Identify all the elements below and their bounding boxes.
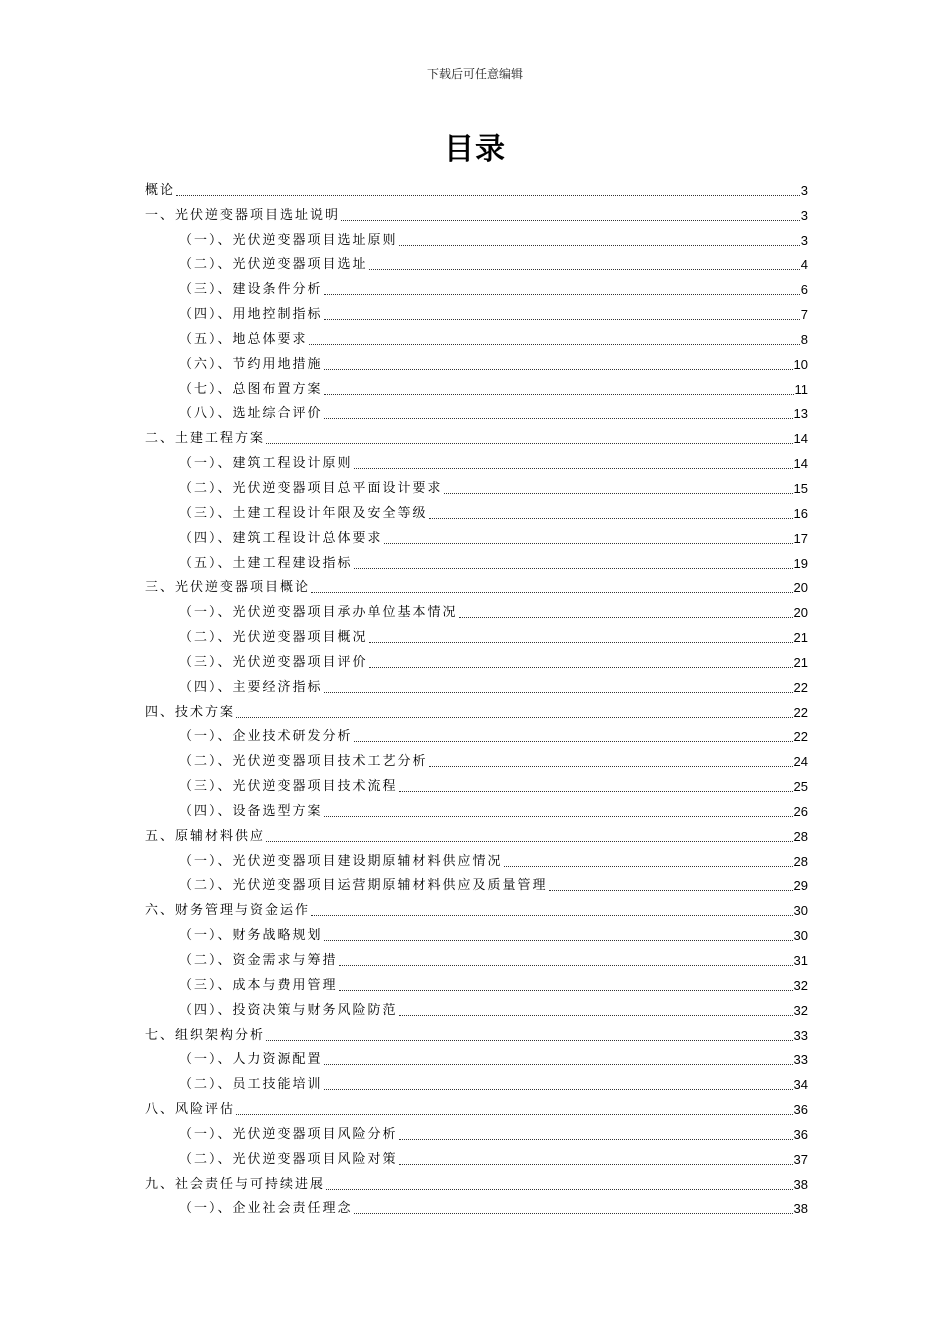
toc-entry-label: （五）、地总体要求 — [179, 331, 308, 347]
toc-entry-page-number: 14 — [793, 456, 808, 472]
toc-entry-page-number: 10 — [793, 356, 808, 372]
toc-entry[interactable] — [145, 597, 808, 622]
toc-entry-page-number: 20 — [793, 605, 808, 621]
toc-entry-label: （二）、光伏逆变器项目运营期原辅材料供应及质量管理 — [179, 878, 548, 894]
toc-entry-label: （三）、土建工程设计年限及安全等级 — [179, 505, 428, 521]
toc-entry[interactable] — [145, 573, 808, 598]
toc-dot-leader — [341, 220, 800, 221]
toc-entry-page-number: 34 — [793, 1077, 808, 1093]
toc-entry-page-number: 3 — [800, 232, 808, 248]
toc-dot-leader — [236, 717, 793, 718]
toc-dot-leader — [354, 1213, 793, 1214]
toc-entry-page-number: 6 — [800, 282, 808, 298]
toc-entry[interactable] — [145, 945, 808, 970]
toc-entry-page-number: 22 — [793, 729, 808, 745]
toc-entry[interactable] — [145, 548, 808, 573]
toc-dot-leader — [399, 1164, 793, 1165]
toc-entry[interactable] — [145, 1020, 808, 1045]
toc-entry-page-number: 29 — [793, 878, 808, 894]
toc-dot-leader — [324, 940, 793, 941]
toc-entry-page-number: 33 — [793, 1027, 808, 1043]
toc-entry-page-number: 4 — [800, 257, 808, 273]
toc-dot-leader — [324, 816, 793, 817]
toc-entry-page-number: 25 — [793, 779, 808, 795]
toc-dot-leader — [266, 443, 793, 444]
toc-entry[interactable] — [145, 796, 808, 821]
toc-entry-page-number: 32 — [793, 977, 808, 993]
toc-entry-page-number: 36 — [793, 1126, 808, 1142]
toc-entry[interactable] — [145, 895, 808, 920]
toc-dot-leader — [266, 841, 793, 842]
toc-entry[interactable] — [145, 995, 808, 1020]
toc-entry[interactable] — [145, 821, 808, 846]
toc-entry[interactable] — [145, 920, 808, 945]
toc-entry[interactable] — [145, 622, 808, 647]
toc-entry-label: 六、财务管理与资金运作 — [145, 903, 311, 919]
toc-entry-label: （七）、总图布置方案 — [179, 381, 323, 397]
toc-dot-leader — [384, 543, 793, 544]
toc-entry[interactable] — [145, 200, 808, 225]
toc-entry-page-number: 28 — [793, 828, 808, 844]
toc-entry[interactable] — [145, 423, 808, 448]
toc-entry-page-number: 26 — [793, 803, 808, 819]
toc-entry-label: 八、风险评估 — [145, 1102, 236, 1118]
toc-entry[interactable] — [145, 771, 808, 796]
toc-entry-page-number: 16 — [793, 505, 808, 521]
toc-entry-label: （一）、光伏逆变器项目建设期原辅材料供应情况 — [179, 853, 503, 869]
toc-entry[interactable] — [145, 498, 808, 523]
toc-dot-leader — [324, 692, 793, 693]
toc-entry[interactable] — [145, 722, 808, 747]
toc-dot-leader — [354, 568, 793, 569]
toc-entry[interactable] — [145, 1069, 808, 1094]
toc-entry[interactable] — [145, 1045, 808, 1070]
toc-entry-label: 七、组织架构分析 — [145, 1027, 266, 1043]
toc-entry-label: 二、土建工程方案 — [145, 431, 266, 447]
toc-dot-leader — [236, 1114, 793, 1115]
toc-entry-label: 四、技术方案 — [145, 704, 236, 720]
toc-entry-page-number: 11 — [794, 381, 808, 397]
toc-entry-page-number: 21 — [793, 654, 808, 670]
toc-dot-leader — [459, 617, 793, 618]
toc-entry-label: （三）、光伏逆变器项目评价 — [179, 654, 368, 670]
toc-dot-leader — [324, 369, 793, 370]
toc-dot-leader — [324, 1064, 793, 1065]
toc-entry-page-number: 28 — [793, 853, 808, 869]
toc-entry-label: （二）、资金需求与筹措 — [179, 953, 338, 968]
toc-dot-leader — [399, 1139, 793, 1140]
toc-entry[interactable] — [145, 250, 808, 275]
toc-entry-label: （四）、投资决策与财务风险防范 — [179, 1002, 398, 1018]
toc-entry[interactable] — [145, 324, 808, 349]
toc-entry-page-number: 30 — [793, 903, 808, 919]
toc-entry-label: （二）、光伏逆变器项目技术工艺分析 — [179, 754, 428, 770]
table-of-contents — [145, 175, 808, 1218]
toc-dot-leader — [549, 890, 793, 891]
toc-entry-page-number: 24 — [793, 754, 808, 770]
toc-entry[interactable] — [145, 399, 808, 424]
page-title: 目录 — [444, 132, 506, 167]
toc-entry[interactable] — [145, 1194, 808, 1219]
toc-entry-label: （二）、光伏逆变器项目总平面设计要求 — [179, 480, 443, 496]
toc-entry-page-number: 22 — [793, 704, 808, 720]
toc-entry[interactable] — [145, 175, 808, 200]
toc-entry[interactable] — [145, 846, 808, 871]
toc-entry[interactable] — [145, 1169, 808, 1194]
toc-entry-label: （四）、用地控制指标 — [179, 307, 323, 323]
toc-entry[interactable] — [145, 299, 808, 324]
toc-entry-label: （一）、建筑工程设计原则 — [179, 456, 353, 472]
toc-entry-label: （四）、设备选型方案 — [179, 803, 323, 819]
toc-entry-page-number: 36 — [793, 1102, 808, 1118]
toc-entry-label: （一）、财务战略规划 — [179, 928, 323, 944]
toc-entry-label: （五）、土建工程建设指标 — [179, 555, 353, 571]
toc-dot-leader — [311, 915, 793, 916]
toc-dot-leader — [339, 965, 793, 966]
toc-entry[interactable] — [145, 274, 808, 299]
toc-entry-page-number: 14 — [793, 431, 808, 447]
toc-entry-label: （三）、建设条件分析 — [179, 282, 323, 298]
toc-entry-page-number: 3 — [800, 182, 808, 198]
toc-dot-leader — [354, 468, 793, 469]
toc-dot-leader — [324, 319, 800, 320]
toc-entry-page-number: 31 — [793, 953, 808, 968]
toc-entry[interactable] — [145, 647, 808, 672]
toc-dot-leader — [324, 418, 793, 419]
toc-entry-page-number: 33 — [793, 1052, 808, 1068]
toc-entry-label: （四）、主要经济指标 — [179, 679, 323, 695]
toc-entry-page-number: 3 — [800, 207, 808, 223]
toc-dot-leader — [311, 592, 793, 593]
toc-entry-label: 一、光伏逆变器项目选址说明 — [145, 207, 341, 223]
toc-entry-label: （二）、光伏逆变器项目风险对策 — [179, 1151, 398, 1167]
toc-entry-page-number: 17 — [793, 530, 808, 546]
toc-dot-leader — [326, 1189, 793, 1190]
toc-entry-page-number: 22 — [793, 679, 808, 695]
toc-entry-label: （一）、光伏逆变器项目选址原则 — [179, 232, 398, 248]
toc-entry[interactable] — [145, 970, 808, 995]
toc-entry-label: 概论 — [145, 182, 176, 198]
toc-dot-leader — [324, 1089, 793, 1090]
toc-entry-label: 五、原辅材料供应 — [145, 828, 266, 844]
toc-entry-page-number: 20 — [793, 580, 808, 596]
toc-entry-page-number: 30 — [793, 928, 808, 944]
toc-entry-label: （一）、人力资源配置 — [179, 1052, 323, 1068]
toc-entry-label: （一）、企业技术研发分析 — [179, 729, 353, 745]
toc-dot-leader — [399, 1015, 793, 1016]
toc-dot-leader — [369, 667, 793, 668]
toc-dot-leader — [444, 493, 793, 494]
toc-dot-leader — [369, 269, 800, 270]
toc-dot-leader — [324, 294, 800, 295]
toc-dot-leader — [399, 791, 793, 792]
toc-entry-page-number: 38 — [793, 1176, 808, 1192]
toc-entry[interactable] — [145, 349, 808, 374]
toc-entry[interactable] — [145, 1144, 808, 1169]
toc-entry-page-number: 37 — [793, 1151, 808, 1167]
toc-entry[interactable] — [145, 1119, 808, 1144]
toc-entry-label: （一）、企业社会责任理念 — [179, 1201, 353, 1217]
toc-entry-page-number: 21 — [793, 630, 808, 646]
toc-entry-label: （二）、员工技能培训 — [179, 1077, 323, 1093]
toc-dot-leader — [429, 766, 793, 767]
toc-entry-label: （四）、建筑工程设计总体要求 — [179, 530, 383, 546]
toc-dot-leader — [309, 344, 800, 345]
toc-dot-leader — [504, 866, 793, 867]
toc-entry[interactable] — [145, 225, 808, 250]
toc-entry[interactable] — [145, 374, 808, 399]
toc-entry-label: 三、光伏逆变器项目概论 — [145, 580, 311, 596]
toc-entry-label: （三）、光伏逆变器项目技术流程 — [179, 779, 398, 795]
header-note: 下载后可任意编辑 — [426, 67, 523, 81]
toc-dot-leader — [429, 518, 793, 519]
toc-entry-label: （一）、光伏逆变器项目承办单位基本情况 — [179, 605, 458, 621]
toc-entry[interactable] — [145, 871, 808, 896]
toc-entry-page-number: 15 — [793, 480, 808, 496]
toc-entry[interactable] — [145, 448, 808, 473]
toc-dot-leader — [176, 195, 800, 196]
toc-entry-page-number: 13 — [793, 406, 808, 422]
toc-entry-page-number: 19 — [793, 555, 808, 571]
toc-dot-leader — [266, 1040, 793, 1041]
toc-entry-page-number: 32 — [793, 1002, 808, 1018]
toc-entry-page-number: 7 — [800, 307, 808, 323]
toc-entry[interactable] — [145, 523, 808, 548]
toc-dot-leader — [354, 741, 793, 742]
toc-entry-label: （三）、成本与费用管理 — [179, 977, 338, 993]
toc-entry-label: （一）、光伏逆变器项目风险分析 — [179, 1126, 398, 1142]
toc-entry[interactable] — [145, 697, 808, 722]
toc-dot-leader — [399, 245, 800, 246]
toc-entry-label: （二）、光伏逆变器项目概况 — [179, 630, 368, 646]
toc-entry-page-number: 8 — [800, 331, 808, 347]
toc-dot-leader — [369, 642, 793, 643]
toc-entry-page-number: 38 — [793, 1201, 808, 1217]
toc-entry[interactable] — [145, 746, 808, 771]
toc-dot-leader — [339, 990, 793, 991]
toc-entry-label: （八）、选址综合评价 — [179, 406, 323, 422]
toc-entry[interactable] — [145, 1094, 808, 1119]
toc-dot-leader — [324, 394, 794, 395]
toc-entry[interactable] — [145, 672, 808, 697]
toc-entry[interactable] — [145, 473, 808, 498]
toc-entry-label: （六）、节约用地措施 — [179, 356, 323, 372]
toc-entry-label: （二）、光伏逆变器项目选址 — [179, 257, 368, 273]
toc-entry-label: 九、社会责任与可持续进展 — [145, 1176, 326, 1192]
